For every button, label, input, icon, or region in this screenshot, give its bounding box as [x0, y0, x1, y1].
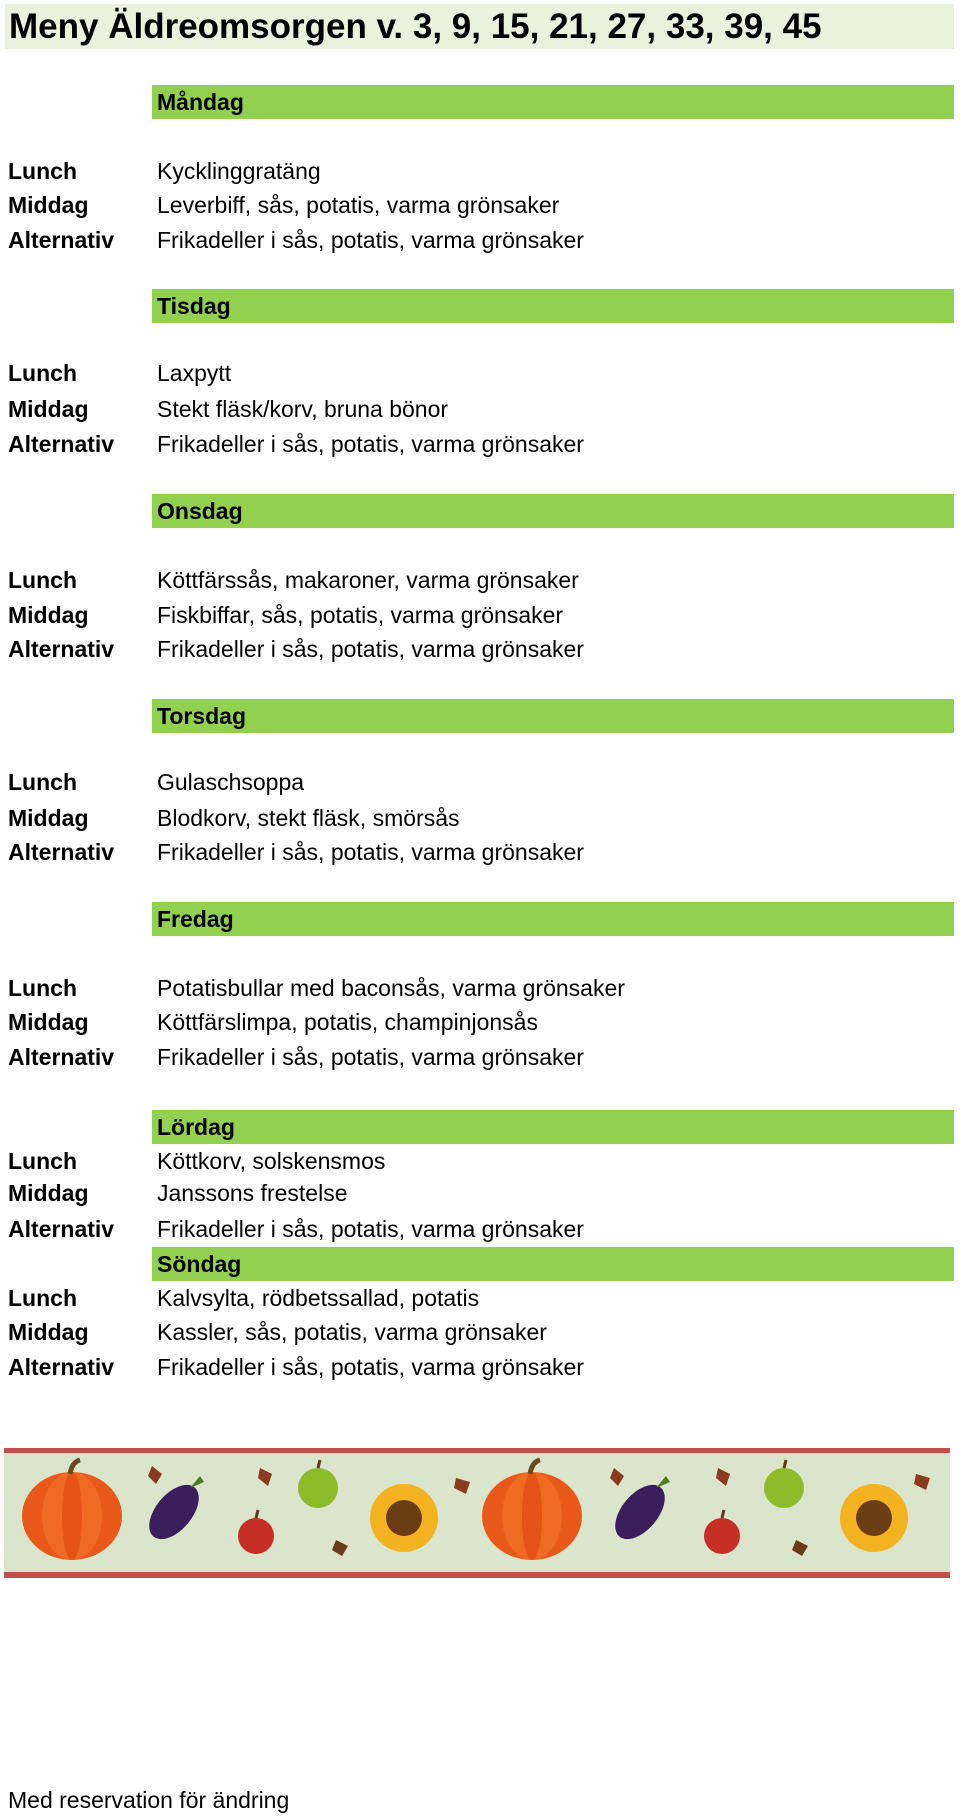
lunch-label: Lunch: [8, 360, 77, 386]
lunch-label: Lunch: [8, 1148, 77, 1174]
menu-row: [0, 767, 960, 797]
middag-label: Middag: [8, 1009, 89, 1035]
alternativ-label: Alternativ: [8, 431, 115, 457]
alternativ-label: Alternativ: [8, 1216, 115, 1242]
day-header-onsdag: Onsdag: [152, 494, 954, 528]
alternativ-dish: Frikadeller i sås, potatis, varma grönsaker: [157, 1044, 584, 1070]
sunflower-icon: [840, 1484, 908, 1552]
menu-row: [0, 1007, 960, 1037]
middag-dish: Stekt fläsk/korv, bruna bönor: [157, 396, 449, 422]
middag-dish: Janssons frestelse: [157, 1180, 348, 1206]
menu-row: [0, 973, 960, 1003]
menu-row: [0, 394, 960, 424]
lunch-dish: Laxpytt: [157, 360, 232, 386]
menu-row: [0, 1042, 960, 1072]
lunch-dish: Köttkorv, solskensmos: [157, 1148, 386, 1174]
alternativ-dish: Frikadeller i sås, potatis, varma grönsaker: [157, 636, 584, 662]
alternativ-dish: Frikadeller i sås, potatis, varma grönsaker: [157, 1216, 584, 1242]
page-title: Meny Äldreomsorgen v. 3, 9, 15, 21, 27, 33, 39, 45: [5, 4, 954, 49]
menu-row: [0, 156, 960, 186]
day-header-mandag: Måndag: [152, 85, 954, 119]
menu-row: [0, 358, 960, 388]
menu-row: [0, 837, 960, 867]
alternativ-dish: Frikadeller i sås, potatis, varma grönsaker: [157, 227, 584, 253]
menu-row: [0, 1214, 960, 1244]
menu-row: [0, 634, 960, 664]
middag-dish: Blodkorv, stekt fläsk, smörsås: [157, 805, 460, 831]
lunch-label: Lunch: [8, 567, 77, 593]
alternativ-label: Alternativ: [8, 227, 115, 253]
lunch-label: Lunch: [8, 769, 77, 795]
menu-row: [0, 565, 960, 595]
menu-row: [0, 1283, 960, 1313]
middag-label: Middag: [8, 602, 89, 628]
menu-row: [0, 1317, 960, 1347]
middag-dish: Leverbiff, sås, potatis, varma grönsaker: [157, 192, 560, 218]
middag-label: Middag: [8, 1180, 89, 1206]
menu-row: [0, 600, 960, 630]
middag-label: Middag: [8, 1319, 89, 1345]
autumn-banner: [4, 1448, 950, 1578]
middag-label: Middag: [8, 805, 89, 831]
lunch-label: Lunch: [8, 158, 77, 184]
lunch-dish: Kycklinggratäng: [157, 158, 321, 184]
lunch-dish: Gulaschsoppa: [157, 769, 305, 795]
middag-label: Middag: [8, 396, 89, 422]
alternativ-label: Alternativ: [8, 1354, 115, 1380]
menu-row: [0, 1352, 960, 1382]
menu-row: [0, 429, 960, 459]
menu-row: [0, 1178, 960, 1208]
day-header-lordag: Lördag: [152, 1110, 954, 1144]
lunch-dish: Kalvsylta, rödbetssallad, potatis: [157, 1285, 480, 1311]
day-header-torsdag: Torsdag: [152, 699, 954, 733]
day-header-tisdag: Tisdag: [152, 289, 954, 323]
day-header-sondag: Söndag: [152, 1247, 954, 1281]
menu-row: [0, 1146, 960, 1176]
alternativ-label: Alternativ: [8, 636, 115, 662]
middag-dish: Kassler, sås, potatis, varma grönsaker: [157, 1319, 547, 1345]
alternativ-label: Alternativ: [8, 1044, 115, 1070]
lunch-label: Lunch: [8, 1285, 77, 1311]
alternativ-dish: Frikadeller i sås, potatis, varma grönsaker: [157, 1354, 584, 1380]
middag-label: Middag: [8, 192, 89, 218]
menu-row: [0, 190, 960, 220]
menu-row: [0, 225, 960, 255]
menu-row: [0, 803, 960, 833]
sunflower-icon: [370, 1484, 438, 1552]
middag-dish: Fiskbiffar, sås, potatis, varma grönsaker: [157, 602, 564, 628]
footer-note: Med reservation för ändring: [8, 1787, 290, 1813]
alternativ-dish: Frikadeller i sås, potatis, varma grönsaker: [157, 839, 584, 865]
alternativ-dish: Frikadeller i sås, potatis, varma grönsaker: [157, 431, 584, 457]
middag-dish: Köttfärslimpa, potatis, champinjonsås: [157, 1009, 538, 1035]
lunch-label: Lunch: [8, 975, 77, 1001]
lunch-dish: Potatisbullar med baconsås, varma grönsaker: [157, 975, 625, 1001]
alternativ-label: Alternativ: [8, 839, 115, 865]
lunch-dish: Köttfärssås, makaroner, varma grönsaker: [157, 567, 579, 593]
day-header-fredag: Fredag: [152, 902, 954, 936]
